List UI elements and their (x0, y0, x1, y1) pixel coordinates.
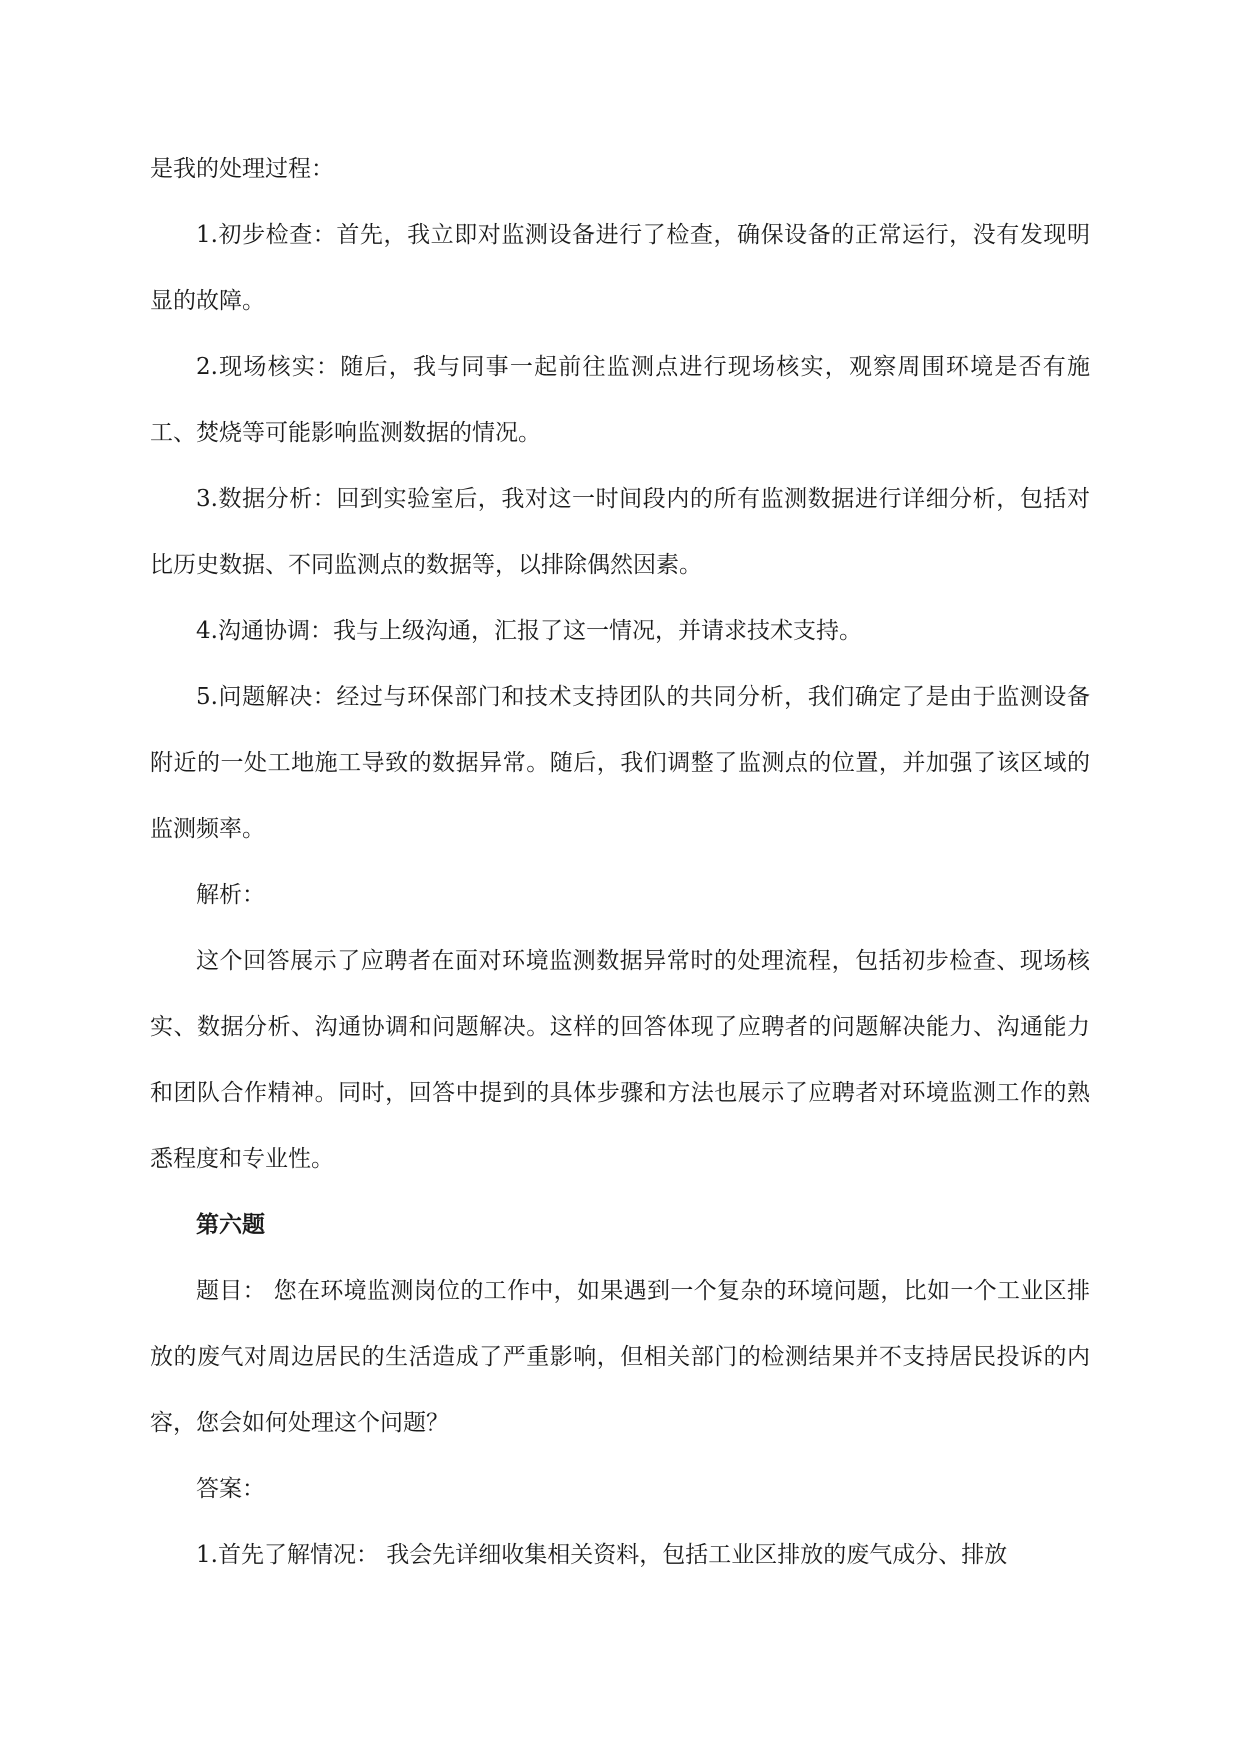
paragraph-analysis-label: 解析： (196, 882, 265, 908)
paragraph-analysis: 这个回答展示了应聘者在面对环境监测数据异常时的处理流程，包括初步检查、现场核实、数据分析、沟通协调和问题解决。这样的回答体现了应聘者的问题解决能力、沟通能力和团队合作精神。同时，回答中提到的具体步骤和方法也展示了应聘者对环境监测工作的熟悉程度和专业性。 (150, 948, 1090, 1172)
paragraph-step-5: 5.问题解决：经过与环保部门和技术支持团队的共同分析，我们确定了是由于监测设备附近的一处工地施工导致的数据异常。随后，我们调整了监测点的位置，并加强了该区域的监测频率。 (150, 684, 1090, 842)
paragraph-step-4: 4.沟通协调：我与上级沟通，汇报了这一情况，并请求技术支持。 (196, 618, 862, 644)
paragraph-step-2: 2.现场核实：随后，我与同事一起前往监测点进行现场核实，观察周围环境是否有施工、焚烧等可能影响监测数据的情况。 (150, 354, 1090, 446)
paragraph-intro: 是我的处理过程： (150, 156, 334, 182)
paragraph-step-1: 1.初步检查：首先，我立即对监测设备进行了检查，确保设备的正常运行，没有发现明显的故障。 (150, 222, 1090, 314)
section-heading: 第六题 (196, 1212, 265, 1238)
paragraph-answer-label: 答案： (196, 1476, 265, 1502)
document-page (150, 136, 1090, 1588)
paragraph-step-3: 3.数据分析：回到实验室后，我对这一时间段内的所有监测数据进行详细分析，包括对比历史数据、不同监测点的数据等，以排除偶然因素。 (150, 486, 1090, 578)
paragraph-answer-1: 1.首先了解情况： 我会先详细收集相关资料，包括工业区排放的废气成分、排放 (196, 1542, 1008, 1568)
paragraph-question: 题目： 您在环境监测岗位的工作中，如果遇到一个复杂的环境问题，比如一个工业区排放的废气对周边居民的生活造成了严重影响，但相关部门的检测结果并不支持居民投诉的内容，您会如何处理这个问题？ (150, 1278, 1090, 1436)
